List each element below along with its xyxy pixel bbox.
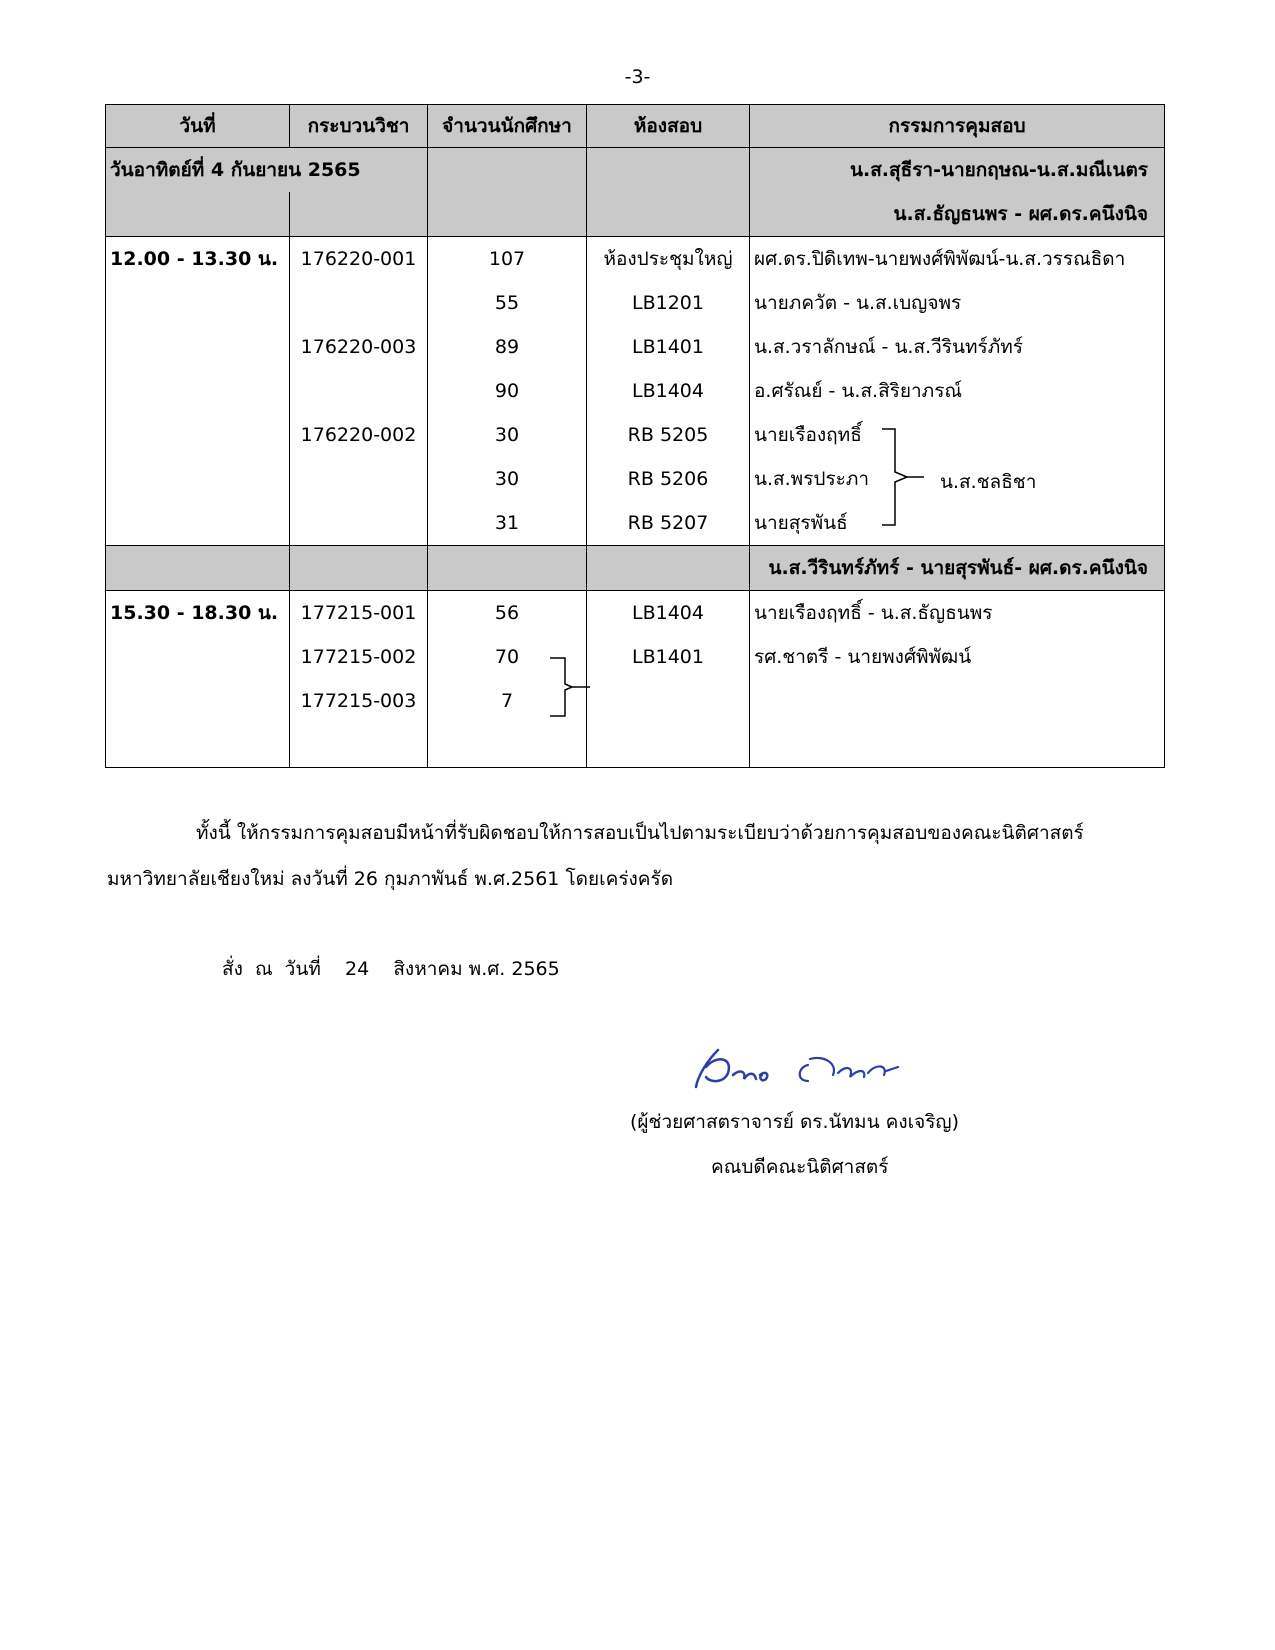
proctor-cell xyxy=(750,679,1165,723)
day-heading: วันอาทิตย์ที่ 4 กันยายน 2565 xyxy=(110,159,361,181)
students-cell: 30 xyxy=(428,457,587,501)
course-cell: 176220-003 xyxy=(290,325,428,369)
course-cell: 176220-001 xyxy=(290,237,428,282)
students-cell: 107 xyxy=(428,237,587,282)
students-cell: 7 xyxy=(428,679,587,723)
course-cell xyxy=(290,281,428,325)
students-cell: 90 xyxy=(428,369,587,413)
header-proctor: กรรมการคุมสอบ xyxy=(750,105,1165,148)
table-row xyxy=(106,501,1165,546)
room-cell: LB1401 xyxy=(587,635,750,679)
body-paragraph-line2: มหาวิทยาลัยเชียงใหม่ ลงวันที่ 26 กุมภาพันธ์ พ.ศ.2561 โดยเคร่งครัด xyxy=(107,868,674,890)
proctor-cell: นายเรืองฤทธิ์ xyxy=(750,413,1165,457)
order-date: สั่ง ณ วันที่ 24 สิงหาคม พ.ศ. 2565 xyxy=(222,958,560,980)
table-row xyxy=(106,457,1165,501)
header-course: กระบวนวิชา xyxy=(290,105,428,148)
body-paragraph-line1: ทั้งนี้ ให้กรรมการคุมสอบมีหน้าที่รับผิดชอบให้การสอบเป็นไปตามระเบียบว่าด้วยการคุมสอบของคณะนิติศาสตร์ xyxy=(196,822,1084,844)
students-cell: 70 xyxy=(428,635,587,679)
exam-schedule-table xyxy=(105,104,1165,768)
course-cell: 177215-002 xyxy=(290,635,428,679)
header-room: ห้องสอบ xyxy=(587,105,750,148)
room-cell: LB1404 xyxy=(587,369,750,413)
table-row xyxy=(106,679,1165,723)
table-row xyxy=(106,325,1165,369)
course-cell xyxy=(290,501,428,546)
session2-committee-row xyxy=(106,546,1165,591)
course-cell: 177215-001 xyxy=(290,591,428,636)
students-cell: 31 xyxy=(428,501,587,546)
proctor-cell: นายสุรพันธ์ xyxy=(750,501,1165,546)
header-date: วันที่ xyxy=(106,105,290,148)
students-cell: 56 xyxy=(428,591,587,636)
proctor-cell: ผศ.ดร.ปิดิเทพ-นายพงศ์พิพัฒน์-น.ส.วรรณธิดา xyxy=(750,237,1165,282)
signer-name: (ผู้ช่วยศาสตราจารย์ ดร.นัทมน คงเจริญ) xyxy=(630,1111,960,1133)
proctor-cell: อ.ศรัณย์ - น.ส.สิริยาภรณ์ xyxy=(750,369,1165,413)
room-cell: RB 5205 xyxy=(587,413,750,457)
table-row xyxy=(106,237,1165,282)
proctor-cell: นายเรืองฤทธิ์ - น.ส.ธัญธนพร xyxy=(750,591,1165,636)
students-cell: 30 xyxy=(428,413,587,457)
course-cell xyxy=(290,369,428,413)
session2-committee: น.ส.วีรินทร์ภัทร์ - นายสุรพันธ์- ผศ.ดร.คนึงนิจ xyxy=(750,546,1165,591)
table-row xyxy=(106,591,1165,636)
proctor-group-brace xyxy=(880,427,930,527)
day-committee-2: น.ส.ธัญธนพร - ผศ.ดร.คนึงนิจ xyxy=(750,192,1165,237)
table-row xyxy=(106,413,1165,457)
table-header-row xyxy=(106,105,1165,148)
students-cell: 55 xyxy=(428,281,587,325)
room-cell: RB 5206 xyxy=(587,457,750,501)
header-students: จำนวนนักศึกษา xyxy=(428,105,587,148)
room-cell: LB1401 xyxy=(587,325,750,369)
room-cell xyxy=(587,679,750,723)
students-cell: 89 xyxy=(428,325,587,369)
signer-title: คณบดีคณะนิติศาสตร์ xyxy=(711,1156,889,1178)
course-cell: 176220-002 xyxy=(290,413,428,457)
proctor-cell: น.ส.พรประภา xyxy=(754,468,870,490)
table-row xyxy=(106,281,1165,325)
day-committee-1: น.ส.สุธีรา-นายกฤษณ-น.ส.มณีเนตร xyxy=(750,148,1165,193)
course-cell: 177215-003 xyxy=(290,679,428,723)
day-row xyxy=(106,148,1165,193)
session1-time: 12.00 - 13.30 น. xyxy=(106,237,290,282)
room-cell: LB1404 xyxy=(587,591,750,636)
proctor-cell: น.ส.วราลักษณ์ - น.ส.วีรินทร์ภัทร์ xyxy=(750,325,1165,369)
grouped-proctor: น.ส.ชลธิชา xyxy=(940,471,1037,493)
session2-time: 15.30 - 18.30 น. xyxy=(106,591,290,636)
day-row-2 xyxy=(106,192,1165,237)
table-row xyxy=(106,635,1165,679)
table-row xyxy=(106,369,1165,413)
page-number: -3- xyxy=(624,66,651,88)
course-cell xyxy=(290,457,428,501)
room-cell: RB 5207 xyxy=(587,501,750,546)
signature-image xyxy=(688,1045,928,1095)
room-cell: LB1201 xyxy=(587,281,750,325)
proctor-cell: รศ.ชาตรี - นายพงศ์พิพัฒน์ xyxy=(750,635,1165,679)
proctor-cell: นายภควัต - น.ส.เบญจพร xyxy=(750,281,1165,325)
students-group-brace xyxy=(548,656,593,718)
room-cell: ห้องประชุมใหญ่ xyxy=(587,237,750,282)
table-row-empty xyxy=(106,723,1165,768)
